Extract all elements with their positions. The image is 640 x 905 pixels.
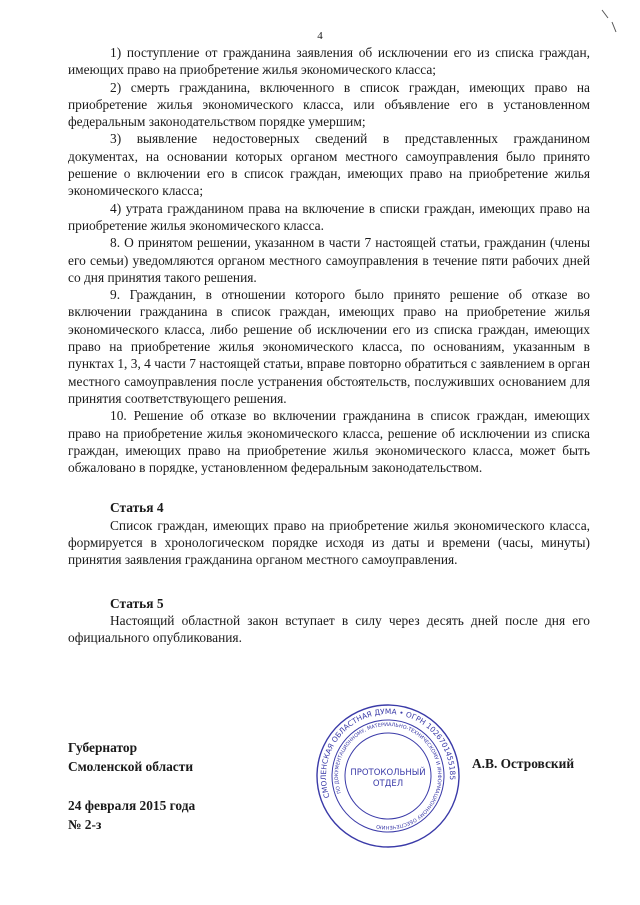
governor-title: [68, 738, 193, 776]
law-number: № 2-з: [68, 817, 102, 832]
page-number: 4: [317, 30, 323, 42]
seal-inner-text: ПО ДОКУМЕНТАЦИОННОМУ, МАТЕРИАЛЬНО-ТЕХНИЧЕСКОМУ И ИНФОРМАЦИОННОМУ ОБЕСПЕЧЕНИЮ: [333, 721, 443, 831]
law-date-number: [68, 796, 195, 834]
paragraph: 4) утрата гражданином права на включение в списки граждан, имеющих право на приобретение жилья экономического класса.: [68, 200, 590, 233]
paragraph: 1) поступление от гражданина заявления об исключении его из списка граждан, имеющих право на приобретение жилья экономического класса;: [68, 45, 590, 78]
law-date: 24 февраля 2015 года: [68, 798, 196, 813]
governor-name: А.В. Островский: [472, 756, 575, 771]
paragraph: 2) смерть гражданина, включенного в список граждан, имеющих право на приобретение жилья экономического класса, или объявление его в установленном федеральным законодательством порядке умершим;: [68, 79, 590, 130]
paragraph: 10. Решение об отказе во включении гражданина в список граждан, имеющих право на приобретение жилья экономического класса, решение об исключении из списка граждан, имеющих право на приобретение жилья экономического класса, может быть обжаловано в порядке, установленном федеральным законодательством.: [68, 408, 590, 476]
article-4-text: Список граждан, имеющих право на приобретение жилья экономического класса, формируется в хронологическом порядке исходя из даты и времени (часы, минуты) принятия заявления гражданина органом местного самоуправления.: [68, 517, 590, 568]
governor-title-line2: Смоленской области: [68, 759, 194, 774]
paragraph: 9. Гражданин, в отношении которого было принято решение об отказе во включении гражданина в список граждан, имеющих право на приобретение жилья экономического класса, либо решение об исключении его из списка граждан, имеющих право на приобретение жилья экономического класса, по основаниям, указанным в пунктах 1, 3, 4 части 7 настоящей статьи, вправе повторно обратиться с заявлением в орган местного самоуправления после устранения обстоятельств, послуживших основанием для принятия соответствующего решения.: [68, 287, 590, 406]
governor-title-line1: Губернатор: [68, 740, 138, 755]
paragraph: 8. О принятом решении, указанном в части 7 настоящей статьи, гражданин (члены его семьи) уведомляются органом местного самоуправления в течение пяти рабочих дней со дня принятия такого решения.: [68, 235, 590, 285]
article-5-text: Настоящий областной закон вступает в силу через десять дней после дня его официального опубликования.: [68, 612, 590, 646]
seal-outer-text: СМОЛЕНСКАЯ ОБЛАСТНАЯ ДУМА • ОГРН 1026701455185: [318, 706, 458, 800]
official-seal-icon: [313, 701, 463, 851]
article-5-heading: Статья 5: [110, 595, 164, 611]
corner-scribble-icon: [598, 6, 622, 36]
seal-center-line1: ПРОТОКОЛЬНЫЙ: [350, 768, 426, 778]
article-4-heading: Статья 4: [110, 500, 164, 516]
seal-center-line2: ОТДЕЛ: [372, 779, 404, 789]
paragraph: 3) выявление недостоверных сведений в представленных гражданином документах, на основании которых органом местного самоуправления было принято решение о включении его в список граждан, имеющих право на приобретение жилья экономического класса;: [68, 131, 590, 199]
document-body: [68, 44, 590, 647]
